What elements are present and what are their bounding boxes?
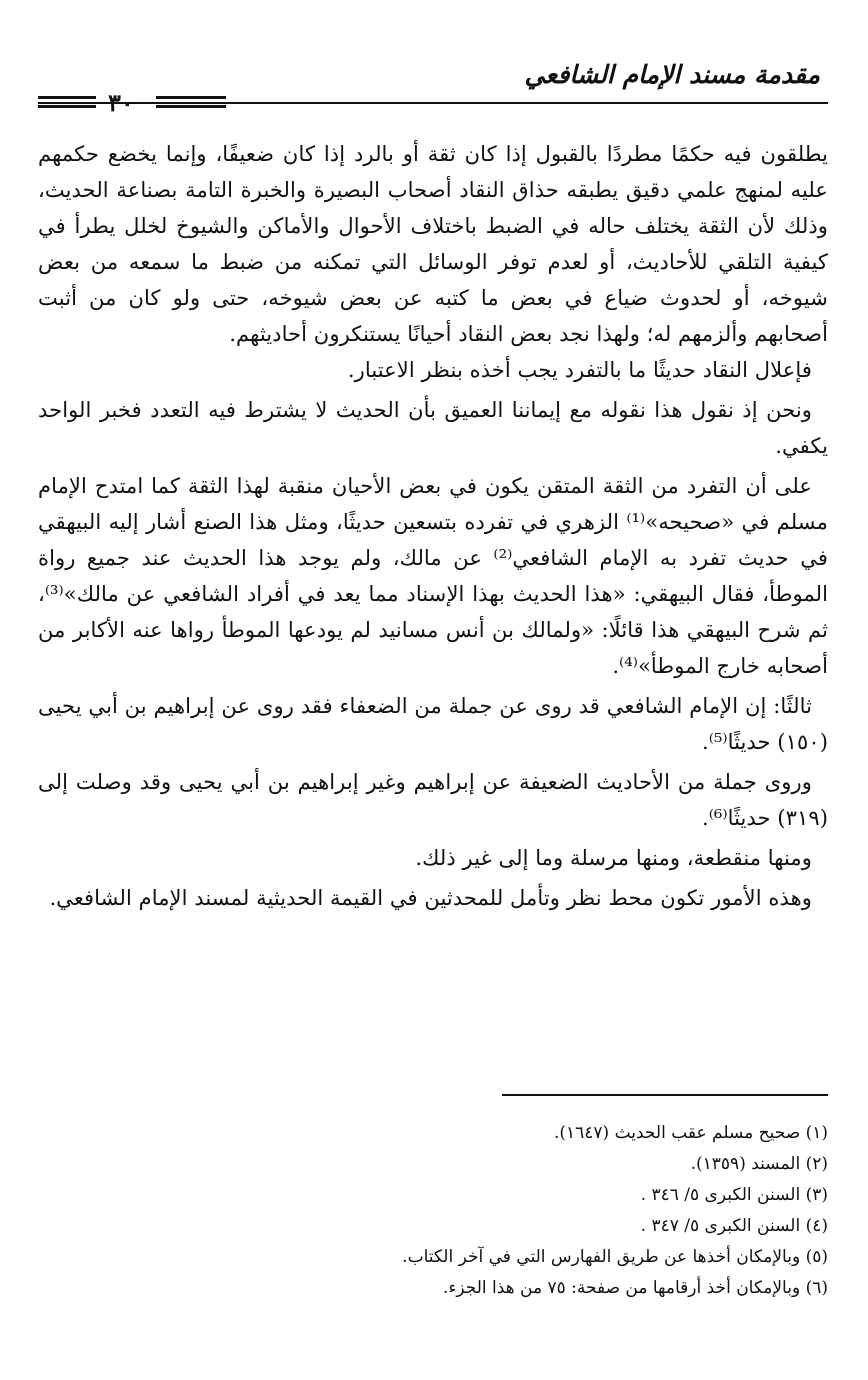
paragraph-2: فإعلال النقاد حديثًا ما بالتفرد يجب أخذه بنظر الاعتبار. [347,357,812,382]
page-number: ٣٠ [108,88,134,117]
main-text [38,136,828,916]
paragraph-3: ونحن إذ نقول هذا نقوله مع إيماننا العميق بأن الحديث لا يشترط فيه التعدد فخبر الواحد يكفي. [38,397,828,458]
page-number-ornament-left [38,96,96,108]
paragraph-1: يطلقون فيه حكمًا مطردًا بالقبول إذا كان ثقة أو بالرد إذا كان ضعيفًا، وإنما يخضع حكمهم عليه لمنهج علمي دقيق يطبقه حذاق النقاد أصحاب البصيرة والخبرة التامة بصناعة الحديث، وذلك لأن الثقة يختلف حاله في الضبط باختلاف الأحوال والأماكن والشيوخ لخلل يطرأ في كيفية التلقي للأحاديث، أو لعدم توفر الوسائل التي تمكنه من ضبط ما سمعه من بعض شيوخه، أو لحدوث ضياع في بعض ما كتبه عن بعض شيوخه، حتى ولو كان من أثبت أصحابهم وألزمهم له؛ ولهذا نجد بعض النقاد أحيانًا يستنكرون أحاديثهم. [38,141,828,346]
footnote-4: (٤) السنن الكبرى ٥/ ٣٤٧ . [640,1216,828,1236]
paragraph-5: ثالثًا: إن الإمام الشافعي قد روى عن جملة من الضعفاء فقد روى عن إبراهيم بن أبي يحيى (١٥٠) حديثًا⁽⁵⁾. [38,693,828,754]
paragraph-6: وروى جملة من الأحاديث الضعيفة عن إبراهيم وغير إبراهيم بن أبي يحيى وقد وصلت إلى (٣١٩) حديثًا⁽⁶⁾. [38,769,828,830]
running-title: مقدمة مسند الإمام الشافعي [524,60,820,89]
book-page [38,40,828,1370]
page-number-ornament-right [156,96,226,108]
footnotes [38,1118,828,1304]
paragraph-7: ومنها منقطعة، ومنها مرسلة وما إلى غير ذلك. [415,845,812,870]
paragraph-8: وهذه الأمور تكون محط نظر وتأمل للمحدثين في القيمة الحديثية لمسند الإمام الشافعي. [49,885,812,910]
paragraph-4: على أن التفرد من الثقة المتقن يكون في بعض الأحيان منقبة لهذا الثقة كما امتدح الإمام مسلم في «صحيحه»⁽¹⁾ الزهري في تفرده بتسعين حديثًا، ومثل هذا الصنع أشار إليه البيهقي في حديث تفرد به الإمام الشافعي⁽²⁾ عن مالك، ولم يوجد هذا الحديث عند جميع رواة الموطأ، فقال البيهقي: «هذا الحديث بهذا الإسناد مما يعد في أفراد الشافعي عن مالك»⁽³⁾، ثم شرح البيهقي هذا قائلًا: «ولمالك بن أنس مسانيد لم يودعها الموطأ رواها عنه الأكابر من أصحابه خارج الموطأ»⁽⁴⁾. [38,473,828,678]
footnote-3: (٣) السنن الكبرى ٥/ ٣٤٦ . [640,1185,828,1205]
footnote-2: (٢) المسند (١٣٥٩). [690,1154,828,1174]
footnote-6: (٦) وبالإمكان أخذ أرقامها من صفحة: ٧٥ من هذا الجزء. [442,1278,828,1298]
footnote-separator [502,1094,828,1096]
footnote-1: (١) صحيح مسلم عقب الحديث (١٦٤٧). [553,1123,828,1143]
footnote-5: (٥) وبالإمكان أخذها عن طريق الفهارس التي في آخر الكتاب. [402,1247,828,1267]
